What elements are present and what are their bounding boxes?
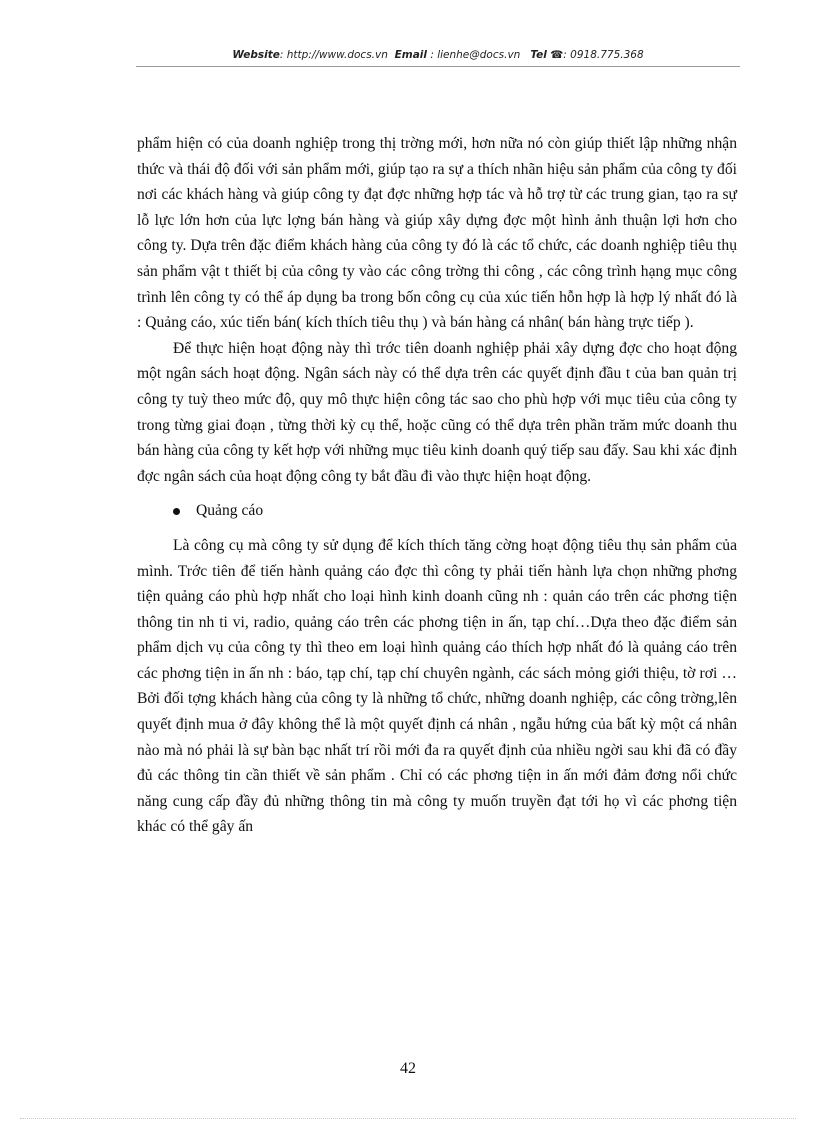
tel-label: Tel xyxy=(530,49,547,61)
bullet-item xyxy=(173,498,737,524)
email-label: Email xyxy=(394,49,427,61)
bullet-icon xyxy=(173,508,180,515)
page-number: 42 xyxy=(400,1060,416,1077)
paragraph-1: phẩm hiện có của doanh nghiệp trong thị trờng mới, hơn nữa nó còn giúp thiết lập những nhận thức và thái độ đối với sản phẩm mới, giúp tạo ra sự a thích nhãn hiệu sản phẩm của công ty đối nơi các khách hàng và giúp công ty đạt đợc những hợp tác và hỗ trợ từ các trung gian, tạo ra sự lỗ lực lớn hơn của lực lợng bán hàng và giúp xây dựng đợc một hình ảnh thuận lợi hơn cho công ty. Dựa trên đặc điểm khách hàng của công ty đó là các tổ chức, các doanh nghiệp tiêu thụ sản phẩm vật t thiết bị của công ty vào các công trờng thi công , các công trình hạng mục công trình lên công ty có thể áp dụng ba trong bốn công cụ của xúc tiến hỗn hợp là hợp lý nhất đó là : Quảng cáo, xúc tiến bán( kích thích tiêu thụ ) và bán hàng cá nhân( bán hàng trực tiếp ). xyxy=(137,135,737,332)
paragraph-2: Để thực hiện hoạt động này thì trớc tiên doanh nghiệp phải xây dựng đợc cho hoạt động một ngân sách hoạt động. Ngân sách này có thể dựa trên các quyết định đầu t của ban quản trị công ty tuỳ theo mức độ, quy mô thực hiện công tác sao cho phù hợp với mục tiêu của công ty trong từng giai đoạn , từng thời kỳ cụ thể, hoặc cũng có thể dựa trên phần trăm mức doanh thu bán hàng của công ty kết hợp với những mục tiêu kinh doanh quý tiếp sau đấy. Sau khi xác định đợc ngân sách của hoạt động công ty bắt đầu đi vào thực hiện hoạt động. xyxy=(137,339,737,485)
email-address[interactable]: : lienhe@docs.vn xyxy=(430,49,521,61)
bullet-label: Quảng cáo xyxy=(196,502,264,520)
header-divider xyxy=(136,66,740,67)
page-header xyxy=(136,49,740,61)
footer-divider xyxy=(20,1118,796,1119)
website-label: Website xyxy=(232,49,280,61)
tel-number: : 0918.775.368 xyxy=(563,49,644,61)
website-url[interactable]: : http://www.docs.vn xyxy=(279,49,388,61)
paragraph-3: Là công cụ mà công ty sử dụng để kích thích tăng cờng hoạt động tiêu thụ sản phẩm của mình. Trớc tiên để tiến hành quảng cáo đợc thì công ty phải tiến hành lựa chọn những phơng tiện quảng cáo phù hợp nhất cho loại hình kinh doanh cũng nh : quản cáo trên các phơng tiện thông tin nh ti vi, radio, quảng cáo trên các phơng tiện in ấn, tạp chí…Dựa theo đặc điểm sản phẩm dịch vụ của công ty thì theo em loại hình quảng cáo thích hợp nhất đó là quảng cáo trên các phơng tiện in ấn nh : báo, tạp chí, tạp chí chuyên ngành, các sách mỏng giới thiệu, tờ rơi …Bởi đối tợng khách hàng của công ty là những tổ chức, những doanh nghiệp, các công trờng,lên quyết định mua ở đây không thể là một quyết định cá nhân , ngẫu hứng của bất kỳ một cá nhân nào mà nó phải là sự bàn bạc nhất trí rồi mới đa ra quyết định của nhiều ngời sau khi đã có đầy đủ các thông tin cần thiết về sản phẩm . Chỉ có các phơng tiện in ấn mới đảm đơng nổi chức năng cung cấp đầy đủ những thông tin mà công ty muốn truyền đạt tới họ vì các phơng tiện khác có thể gây ấn xyxy=(137,536,737,836)
phone-icon: ☎ xyxy=(550,49,564,61)
document-body xyxy=(137,131,737,840)
